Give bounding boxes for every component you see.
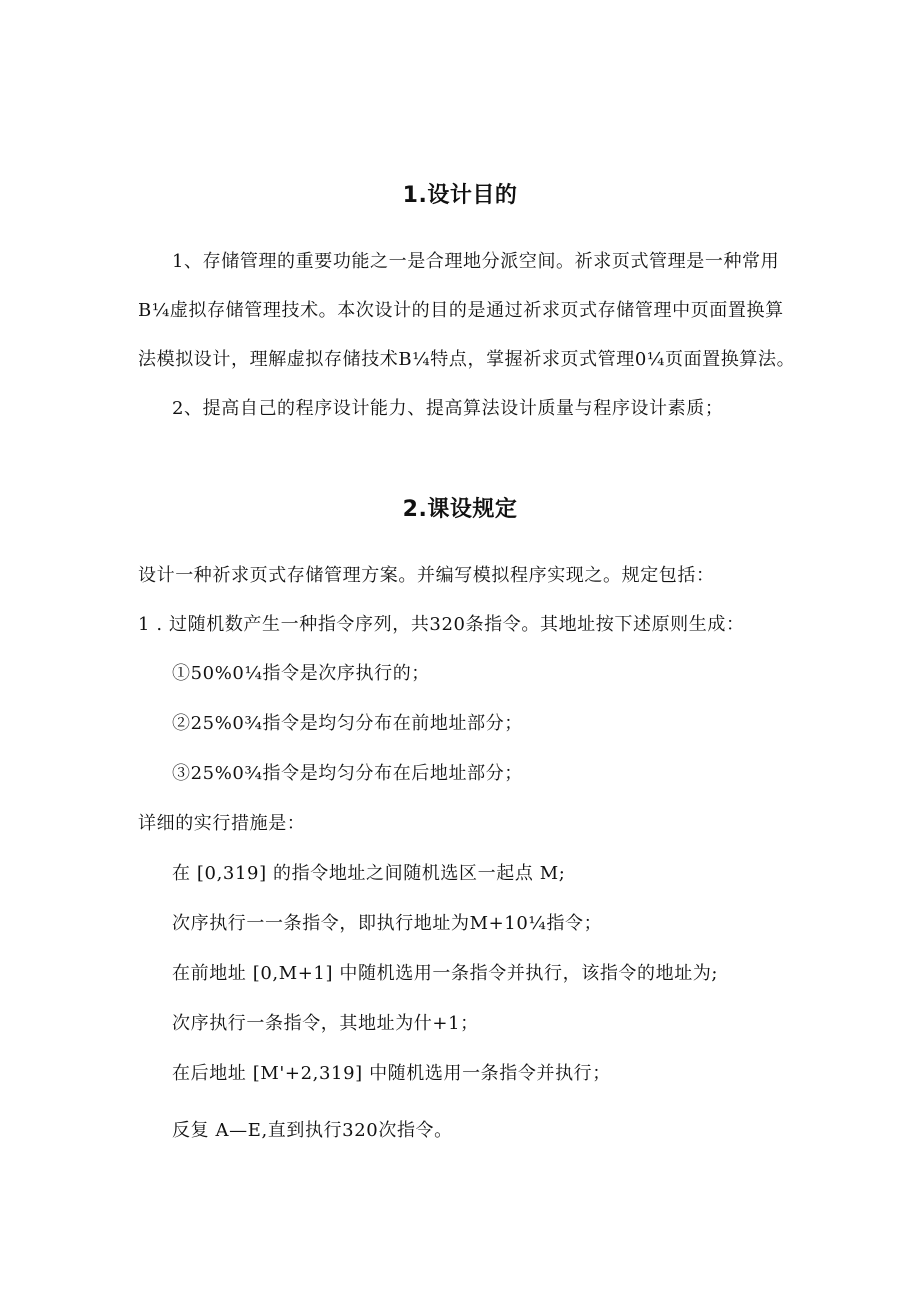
rule-item-2: ②25%0¾指令是均匀分布在前地址部分； — [172, 713, 523, 734]
purpose-line-2: B¼虚拟存储管理技术。本次设计的目的是通过祈求页式存储管理中页面置换算 — [138, 300, 784, 321]
purpose-line-1: 1、存储管理的重要功能之一是合理地分派空间。祈求页式管理是一种常用 — [172, 251, 780, 272]
step-repeat: 反复 A—E,直到执行320次指令。 — [172, 1120, 453, 1141]
purpose-line-3: 法模拟设计，理解虚拟存储技术B¼特点，掌握祈求页式管理0¼页面置换算法。 — [138, 349, 796, 370]
step-b: 次序执行一一条指令，即执行地址为M+10¼指令； — [172, 913, 603, 934]
rule-item-1: ①50%0¼指令是次序执行的； — [172, 663, 430, 684]
section-title-design-purpose: 1.设计目的 — [402, 183, 518, 208]
requirements-item-1: 1 . 过随机数产生一种指令序列，共320条指令。其地址按下述原则生成： — [138, 614, 745, 635]
step-c: 在前地址 [0,M+1] 中随机选用一条指令并执行，该指令的地址为; — [172, 963, 719, 984]
step-d: 次序执行一条指令，其地址为什+1； — [172, 1013, 479, 1034]
detail-label: 详细的实行措施是： — [138, 813, 306, 834]
purpose-line-4: 2、提高自己的程序设计能力、提高算法设计质量与程序设计素质； — [172, 398, 724, 419]
step-e: 在后地址 [M'+2,319] 中随机选用一条指令并执行； — [172, 1063, 611, 1084]
requirements-intro: 设计一种祈求页式存储管理方案。并编写模拟程序实现之。规定包括： — [138, 565, 715, 586]
section-title-requirements: 2.课设规定 — [402, 497, 518, 522]
step-a: 在 [0,319] 的指令地址之间随机选区一起点 M; — [172, 863, 566, 884]
rule-item-3: ③25%0¾指令是均匀分布在后地址部分； — [172, 763, 523, 784]
